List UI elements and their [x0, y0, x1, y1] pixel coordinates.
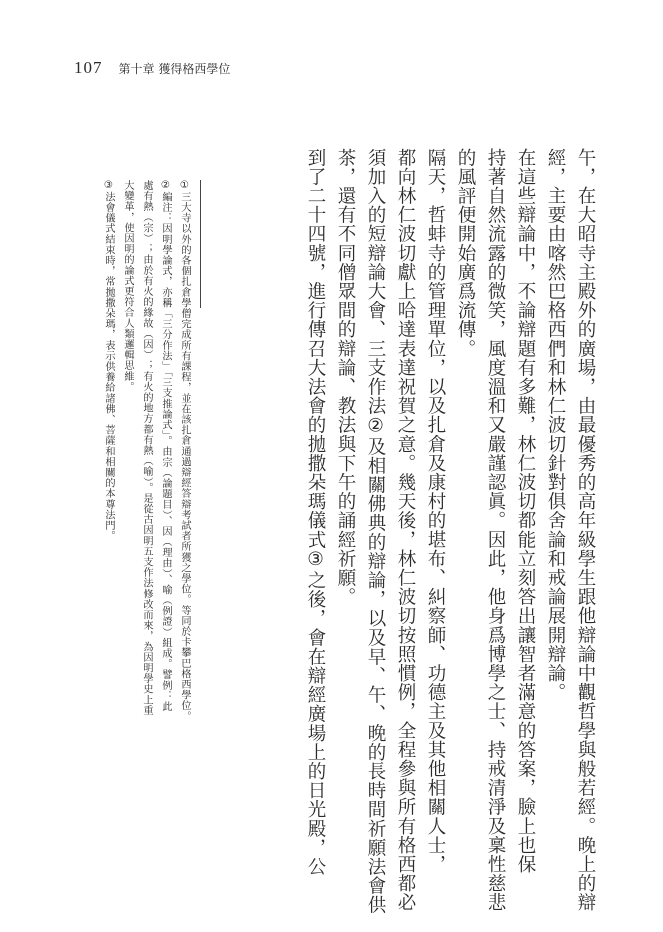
text-column: 經，主要由喀然巴格西們和林仁波切針對俱舍論和戒論展開辯論。: [545, 148, 566, 702]
text-column: 午，在大昭寺主殿外的廣場，由最優秀的高年級學生跟他辯論中觀哲學與般若經。晚上的辯: [575, 148, 596, 912]
footnote-column: 處有熱（宗）；由於有火的緣故（因）；有火的地方都有熱（喻）。是從古因明五支作法修改而來，為因明學史上重: [141, 180, 152, 716]
page-number: 107: [74, 58, 103, 77]
footnote-column: ①三大寺以外的各個扎倉學僧完成所有課程，並在該扎倉通過辯經答辯考試者所獲之學位。等同於卡攀巴格西學位。: [179, 180, 190, 722]
footnote-divider: [200, 180, 201, 308]
footnote-column: 大變革，使因明的論式更符合人類邏輯思維。: [122, 180, 133, 392]
running-header: [74, 58, 230, 78]
main-text: [301, 148, 599, 915]
text-column: 到了二十四號，進行傳召大法會的拋撒朵瑪儀式③之後，會在辯經廣場上的日光殿，公: [305, 148, 326, 877]
text-column: 持著自然流露的微笑，風度溫和又嚴謹認眞。因此，他身爲博學之士、持戒清淨及稟性慈悲: [485, 148, 506, 912]
footnote-column: ③法會儀式結束時，常拋撒朵瑪，表示供養給諸佛、菩薩和相關的本尊法門。: [103, 180, 114, 542]
footnotes: [82, 180, 192, 880]
text-column: 隔天，哲蚌寺的管理單位，以及扎倉及康村的堪布、糾察師、功德主及其他相關人士，: [425, 148, 446, 874]
text-column: 在這些辯論中，不論辯題有多難，林仁波切都能立刻答出讓智者滿意的答案，臉上也保: [515, 148, 536, 874]
text-column: 須加入的短辯論大會、三支作法②及相關佛典的辯論，以及早、午、晚的長時間祈願法會供: [365, 148, 386, 915]
footnote-column: ②編注：因明學論式，亦稱「三分作法」「三支推論式」。由宗（論題目）、因（理由）、喻（例證）組成。譬例：此: [160, 180, 171, 712]
text-column: 的風評便開始廣爲流傳。: [455, 148, 476, 359]
text-column: 都向林仁波切獻上哈達表達祝賀之意。幾天後，林仁波切按照慣例，全程參與所有格西都必: [395, 148, 416, 912]
chapter-title: 第十章 獲得格西學位: [118, 62, 231, 76]
text-column: 茶，還有不同僧眾間的辯論、教法與下午的誦經祈願。: [335, 148, 356, 607]
